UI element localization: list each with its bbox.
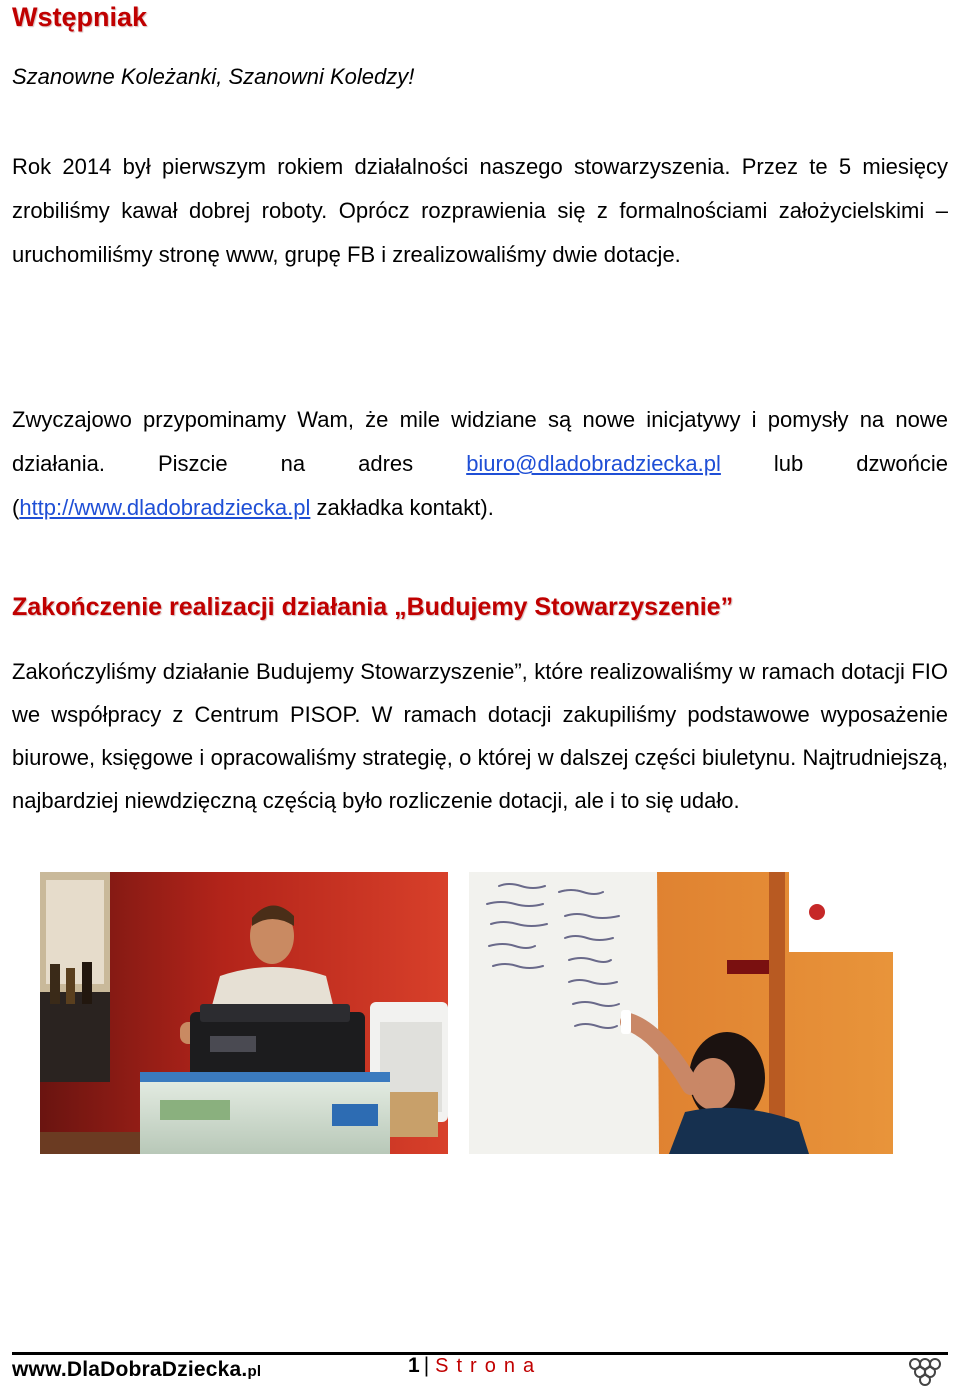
footer-page-label (408, 1354, 542, 1378)
contact-text-start: Zwyczajowo przypominamy Wam, że mile widziane są nowe inicjatywy i pomysły na nowe działania. Piszcie na adres (12, 407, 948, 476)
website-link[interactable]: http://www.dladobradziecka.pl (19, 495, 311, 520)
paragraph-contact (12, 398, 948, 530)
association-logo-icon (905, 1356, 945, 1388)
page-separator: | (423, 1354, 430, 1377)
footer-site-url (12, 1358, 261, 1382)
contact-text-middle: lub dzwońcie ( (12, 451, 948, 520)
greeting: Szanowne Koleżanki, Szanowni Koledzy! (12, 64, 415, 89)
footer-url-tld: pl (247, 1363, 262, 1380)
section-heading: Zakończenie realizacji działania „Budujemy Stowarzyszenie” (12, 593, 734, 621)
email-link[interactable]: biuro@dladobradziecka.pl (466, 451, 721, 476)
photo-woman-writing-on-flipchart (469, 872, 893, 1154)
footer-url-main: www.DlaDobraDziecka. (12, 1358, 248, 1381)
photo-man-with-printer-image (40, 872, 448, 1154)
photo-woman-writing-on-flipchart-image (469, 872, 893, 1154)
paragraph-intro: Rok 2014 był pierwszym rokiem działalności naszego stowarzyszenia. Przez te 5 miesięcy zrobiliśmy kawał dobrej roboty. Oprócz rozprawienia się z formalnościami założycielskimi – uruchomiliśmy stronę www, grupę FB i zrealizowaliśmy dwie dotacje. (12, 154, 948, 267)
page-footer (0, 1352, 960, 1396)
page-number: 1 (408, 1354, 420, 1377)
contact-text-end: zakładka kontakt). (310, 495, 494, 520)
page-word: Strona (435, 1355, 543, 1377)
page-title: Wstępniak (12, 2, 148, 32)
paragraph-project-summary: Zakończyliśmy działanie Budujemy Stowarzyszenie”, które realizowaliśmy w ramach dotacji FIO we współpracy z Centrum PISOP. W ramach dotacji zakupiliśmy podstawowe wyposażenie biurowe, księgowe i opracowaliśmy strategię, o której w dalszej części biuletynu. Najtrudniejszą, najbardziej niewdzięczną częścią było rozliczenie dotacji, ale i to się udało. (12, 659, 948, 813)
photo-man-with-printer (40, 872, 448, 1154)
